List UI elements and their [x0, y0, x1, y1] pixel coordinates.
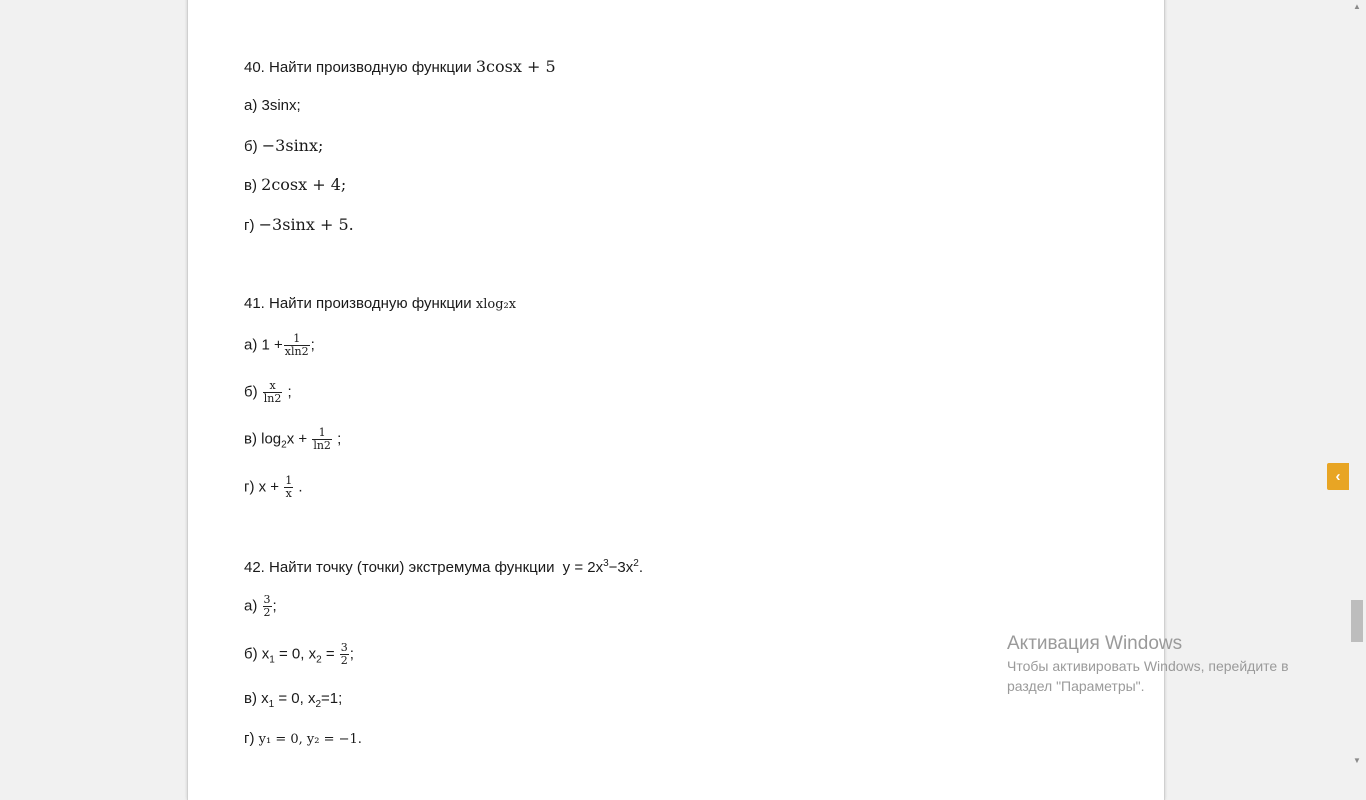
fraction-denominator: 2	[263, 606, 271, 619]
option-label: а)	[244, 597, 258, 615]
activation-text: Чтобы активировать Windows, перейдите в раздел "Параметры".	[1007, 658, 1289, 694]
subscript: 2	[316, 654, 322, 666]
superscript: 3	[603, 558, 609, 569]
fraction-denominator: 2	[340, 654, 348, 667]
scroll-up-arrow-icon[interactable]: ▲	[1353, 2, 1361, 11]
fraction-numerator: 1	[318, 426, 326, 439]
scroll-down-arrow-icon[interactable]: ▼	[1353, 756, 1361, 765]
option-suffix: ;	[287, 383, 292, 401]
answer-option	[244, 176, 346, 195]
question-expression: y = 2x	[562, 559, 604, 576]
fraction	[284, 333, 310, 358]
option-suffix: .	[298, 478, 303, 496]
fraction	[312, 427, 332, 452]
fraction-denominator: x	[285, 487, 292, 500]
option-text: 2cosx + 4;	[261, 175, 347, 194]
subscript: 2	[315, 699, 322, 710]
fraction-denominator: ln2	[313, 439, 331, 452]
answer-option	[244, 475, 303, 500]
fraction-denominator: xln2	[284, 345, 309, 358]
answer-option	[244, 137, 323, 156]
option-text: =	[321, 645, 335, 663]
chevron-left-icon: ‹	[1335, 468, 1341, 485]
option-label: б)	[244, 383, 258, 401]
collapse-panel-button[interactable]	[1327, 463, 1349, 490]
activation-title: Активация Windows	[1007, 633, 1183, 654]
option-text: в) log	[244, 430, 282, 448]
subscript: 1	[269, 654, 275, 666]
option-suffix: ;	[310, 336, 315, 354]
fraction-numerator: 3	[340, 641, 348, 654]
option-text: г) x +	[244, 478, 280, 496]
scrollbar-thumb[interactable]	[1351, 600, 1363, 642]
option-suffix: ;	[272, 597, 277, 615]
superscript: 2	[633, 558, 639, 569]
fraction	[340, 642, 349, 667]
question-text: 42. Найти точку (точки) экстремума функции	[244, 559, 555, 576]
answer-option	[244, 380, 292, 405]
option-suffix: ;	[337, 430, 342, 448]
option-text: а) 1 +	[244, 336, 283, 354]
question-42	[244, 555, 643, 577]
question-40	[244, 58, 556, 77]
option-text: а) 3sinx;	[244, 97, 301, 114]
option-text: в) x	[244, 690, 269, 707]
fraction-numerator: 1	[293, 332, 301, 345]
option-label: г)	[244, 730, 255, 747]
windows-activation-watermark	[1007, 632, 1327, 696]
question-text: 40. Найти производную функции	[244, 59, 472, 76]
question-expression: .	[638, 559, 644, 576]
vertical-scrollbar[interactable]	[1349, 0, 1366, 768]
answer-option	[244, 730, 362, 749]
answer-option	[244, 690, 342, 714]
fraction	[263, 380, 283, 405]
fraction	[263, 594, 272, 619]
fraction-denominator: ln2	[263, 392, 282, 405]
question-expression: xlog₂x	[475, 297, 517, 312]
answer-option	[244, 216, 354, 235]
fraction	[284, 475, 293, 500]
answer-option	[244, 97, 301, 115]
question-expression: 3cosx + 5	[475, 57, 556, 76]
fraction-numerator: x	[269, 379, 276, 392]
option-text: x +	[286, 430, 308, 448]
answer-option	[244, 594, 277, 619]
option-label: б)	[244, 138, 258, 155]
option-text: y₁ = 0, y₂ = −1.	[258, 732, 362, 747]
option-text: б) x	[244, 645, 270, 663]
option-label: г)	[244, 217, 255, 234]
fraction-numerator: 3	[263, 593, 271, 606]
option-text: = 0, x	[274, 645, 317, 663]
question-text: 41. Найти производную функции	[244, 295, 472, 312]
answer-option	[244, 427, 341, 454]
question-41	[244, 295, 516, 314]
option-text: −3sinx + 5.	[258, 215, 354, 234]
option-text: =1;	[321, 690, 343, 707]
answer-option	[244, 642, 354, 669]
question-expression: −3x	[608, 559, 634, 576]
option-label: в)	[244, 177, 257, 194]
option-text: −3sinx;	[261, 136, 324, 155]
answer-option	[244, 333, 315, 358]
fraction-numerator: 1	[285, 474, 293, 487]
option-text: = 0, x	[274, 690, 316, 707]
subscript: 2	[281, 439, 287, 451]
subscript: 1	[268, 699, 275, 710]
option-suffix: ;	[349, 645, 354, 663]
